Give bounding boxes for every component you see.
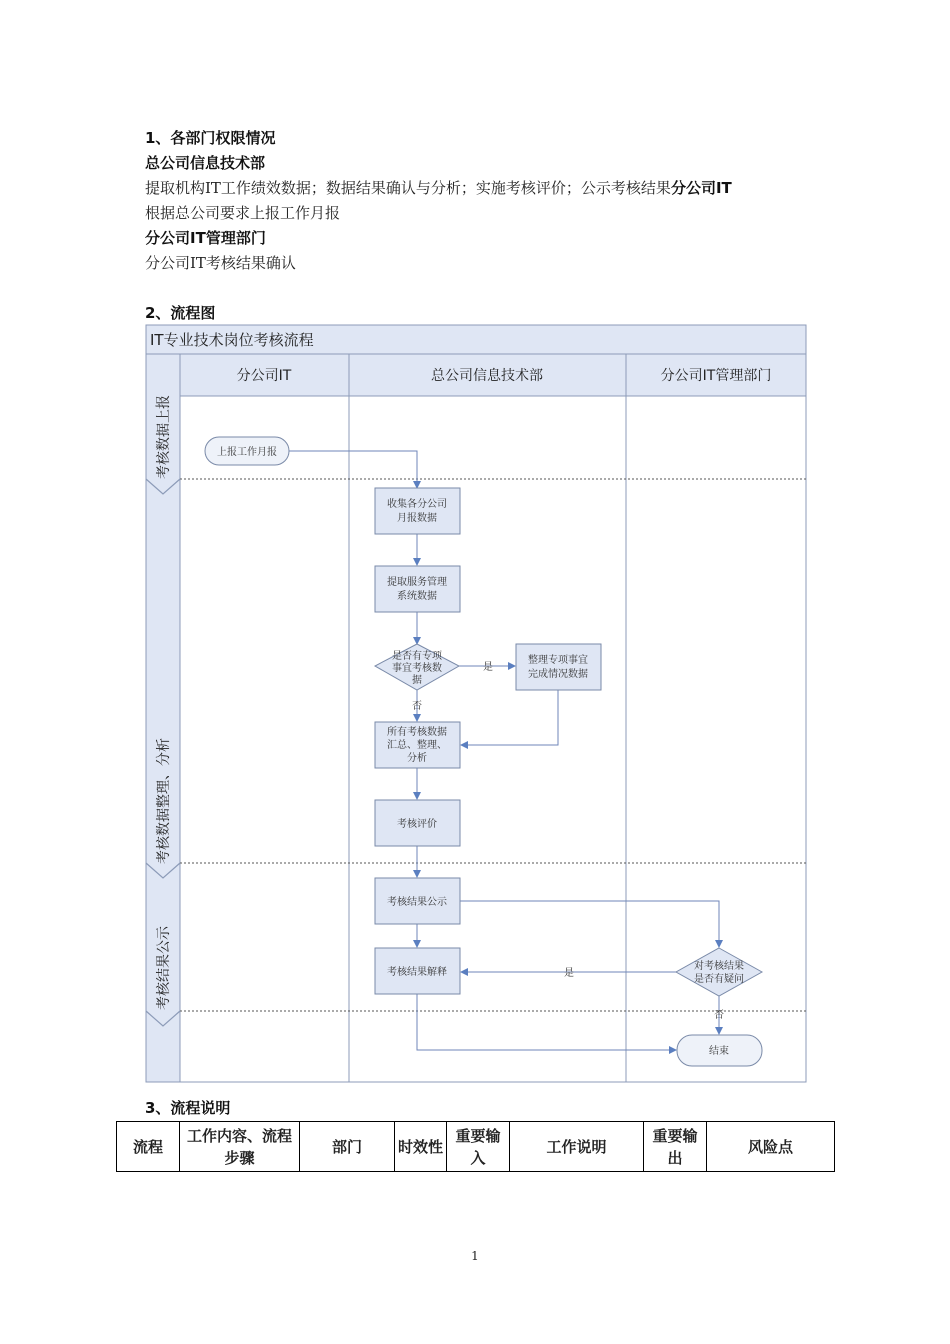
- node-end-label: 结束: [709, 1046, 729, 1057]
- node-report-label: 上报工作月报: [217, 447, 277, 458]
- section3-heading: 3、流程说明: [145, 1099, 231, 1117]
- node-decision1-label-3: 据: [412, 675, 422, 686]
- node-evaluate-label: 考核评价: [397, 819, 437, 830]
- dept3-name: 分公司IT管理部门: [145, 229, 266, 247]
- edge-label-yes: 是: [564, 968, 574, 979]
- node-special-label-2: 完成情况数据: [528, 669, 588, 680]
- node-decision1-label-1: 是否有专项: [392, 651, 442, 662]
- edge-label-no: 否: [412, 701, 422, 712]
- dept1-desc-text: 提取机构IT工作绩效数据；数据结果确认与分析；实施考核评价；公示考核结果: [145, 179, 671, 197]
- node-summary-label-2: 汇总、整理、: [387, 740, 447, 751]
- col-header-work-description: 工作说明: [510, 1122, 644, 1172]
- node-extract: [375, 566, 460, 612]
- section2-heading: 2、流程图: [145, 304, 216, 322]
- phase-label-publish: 考核结果公示: [156, 926, 172, 1010]
- process-table: [116, 1121, 835, 1172]
- node-summary-label-3: 分析: [407, 753, 427, 764]
- node-collect-label-2: 月报数据: [397, 513, 437, 524]
- col-header-process: 流程: [117, 1122, 180, 1172]
- col-header-timeliness: 时效性: [395, 1122, 447, 1172]
- node-extract-label-1: 提取服务管理: [387, 577, 447, 588]
- node-extract-label-2: 系统数据: [397, 591, 437, 602]
- col-header-work-content: 工作内容、流程步骤: [180, 1122, 300, 1172]
- dept2-description: 根据总公司要求上报工作月报: [145, 204, 341, 222]
- dept3-description: 分公司IT考核结果确认: [145, 254, 296, 272]
- node-decision1-label-2: 事宜考核数: [392, 663, 442, 674]
- edge-label-no: 否: [714, 1010, 724, 1021]
- phase-label-report: 考核数据上报: [156, 395, 172, 479]
- flowchart-title: IT专业技术岗位考核流程: [150, 331, 314, 349]
- dept2-name: 分公司IT: [670, 179, 732, 197]
- node-collect-label-1: 收集各分公司: [387, 499, 447, 510]
- node-publish-label: 考核结果公示: [387, 897, 447, 908]
- dept1-name: 总公司信息技术部: [145, 154, 266, 172]
- node-decision2-label-2: 是否有疑问: [694, 974, 744, 985]
- col-header-department: 部门: [300, 1122, 395, 1172]
- phase-label-analysis: 考核数据整理、分析: [156, 738, 172, 864]
- node-special-label-1: 整理专项事宜: [528, 655, 588, 666]
- edge-label-yes: 是: [483, 662, 493, 673]
- col-header-risk-points: 风险点: [707, 1122, 835, 1172]
- table-header-row: [117, 1122, 835, 1172]
- node-decision2-label-1: 对考核结果: [694, 961, 744, 972]
- node-special: [516, 644, 601, 690]
- col-header-key-input: 重要输入: [447, 1122, 510, 1172]
- page-number: 1: [471, 1249, 479, 1263]
- node-collect: [375, 488, 460, 534]
- node-explain-label: 考核结果解释: [387, 967, 447, 978]
- lane-title-branch-mgmt: 分公司IT管理部门: [660, 368, 772, 384]
- lane-title-hq-it: 总公司信息技术部: [431, 368, 543, 384]
- node-summary-label-1: 所有考核数据: [387, 727, 447, 738]
- section1-heading: 1、各部门权限情况: [145, 129, 276, 147]
- col-header-key-output: 重要输出: [644, 1122, 707, 1172]
- lane-title-branch-it: 分公司IT: [236, 368, 292, 384]
